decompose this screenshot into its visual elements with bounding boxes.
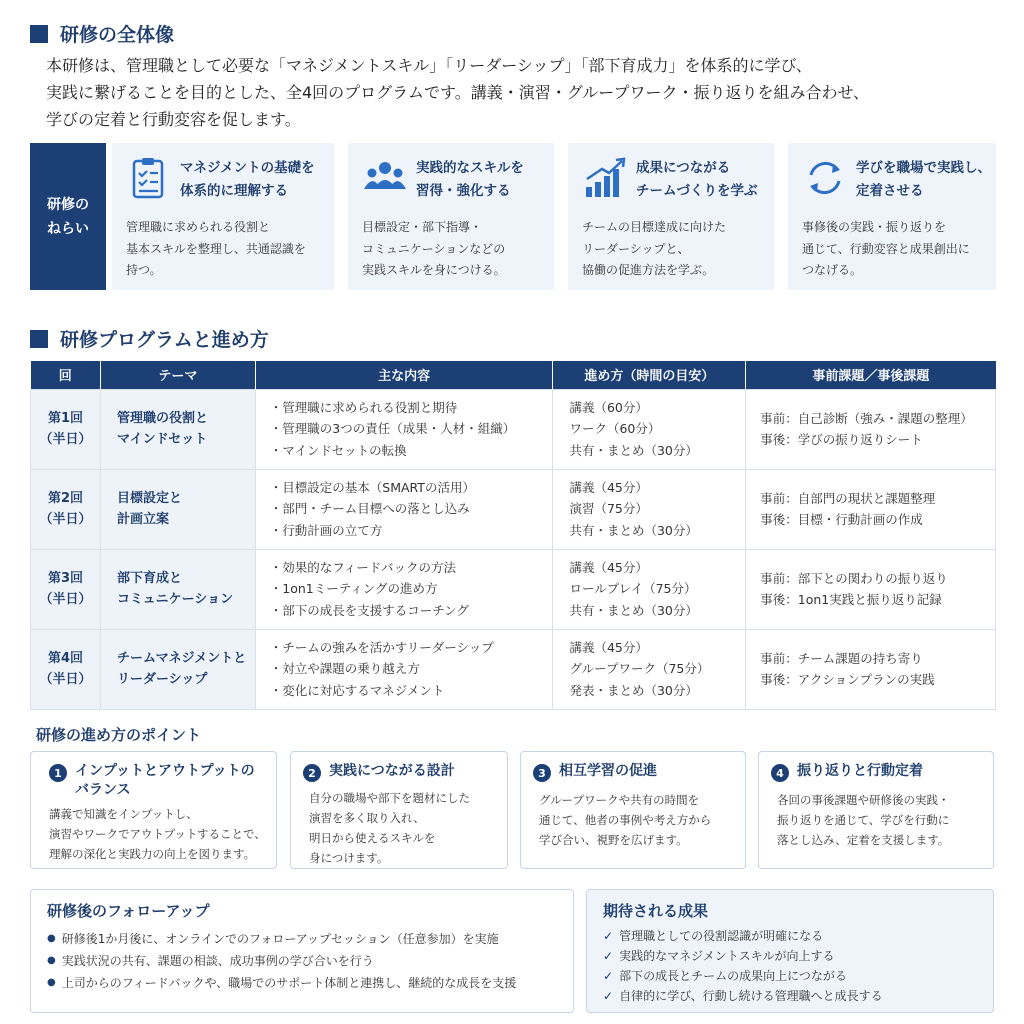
outcome-item-text: 部下の成長とチームの成果向上につながる: [619, 969, 847, 983]
intro-line: 実践に繋げることを目的とした、全4回のプログラムです。講義・演習・グループワーク・振り返りを組み合わせ、: [46, 83, 869, 102]
point-desc-line: 明日から使えるスキルを: [309, 831, 436, 845]
method-cell: [553, 549, 746, 629]
header-method: 進め方（時間の目安）: [553, 361, 746, 389]
method-line: ワーク（60分）: [569, 421, 661, 437]
aim-title-line: チームづくりを学ぶ: [636, 183, 758, 199]
point-desc-line: 学び合い、視野を広げます。: [539, 833, 688, 847]
aim-desc: [126, 217, 306, 282]
point-header: [533, 762, 657, 782]
point-desc-line: 演習を多く取り入れ、: [309, 811, 425, 825]
aims-panel: [30, 143, 996, 290]
header-round: 回: [31, 361, 101, 389]
method-line: 共有・まとめ（30分）: [569, 442, 698, 458]
task-line: 事前：チーム課題の持ち寄り: [760, 650, 923, 666]
intro-line: 学びの定着と行動変容を促します。: [46, 110, 301, 129]
theme-cell: [100, 389, 255, 469]
list-item: [603, 946, 883, 966]
round-line: 第4回: [47, 650, 83, 666]
checkmark-icon: ✓: [603, 969, 614, 983]
method-cell: [553, 629, 746, 709]
content-line: ・管理職の3つの責任（成果・人材・組織）: [269, 421, 516, 437]
aim-desc-line: 協働の促進方法を学ぶ。: [582, 263, 715, 277]
checkmark-icon: ✓: [603, 989, 614, 1003]
content-line: ・チームの強みを活かすリーダーシップ: [269, 639, 494, 655]
list-item: [47, 972, 516, 994]
method-cell: [553, 389, 746, 469]
aim-desc-line: 目標設定・部下指導・: [362, 220, 483, 234]
table-header-row: [31, 361, 996, 389]
point-desc: [777, 790, 950, 850]
aims-label-line: ねらい: [47, 220, 89, 237]
round-line: （半日）: [39, 592, 92, 607]
aim-card: [112, 143, 334, 290]
overview-title-text: 研修の全体像: [60, 24, 175, 46]
method-line: 共有・まとめ（30分）: [569, 602, 698, 618]
outcome-item-text: 管理職としての役割認識が明確になる: [619, 929, 824, 943]
outcomes-box: [586, 889, 994, 1013]
point-desc-line: 演習やワークでアウトプットすることで、: [49, 827, 266, 841]
aim-title-line: マネジメントの基礎を: [180, 160, 315, 176]
aim-desc-line: チームの目標達成に向けた: [582, 220, 727, 234]
round-cell: [31, 629, 101, 709]
point-desc-line: 通じて、他者の事例や考え方から: [539, 813, 712, 827]
point-desc: [539, 790, 711, 850]
followup-item-text: 実践状況の共有、課題の相談、成功事例の学び合いを行う: [61, 954, 374, 968]
aim-desc: [362, 217, 506, 282]
theme-line: 目標設定と: [116, 490, 182, 506]
round-cell: [31, 549, 101, 629]
task-line: 事後：アクションプランの実践: [760, 672, 935, 687]
aim-title-line: 体系的に理解する: [180, 183, 288, 199]
content-cell: [255, 469, 553, 549]
point-card: [520, 751, 746, 869]
content-cell: [255, 629, 553, 709]
round-cell: [31, 389, 101, 469]
point-desc-line: 落とし込み、定着を支援します。: [777, 833, 950, 847]
outcome-item-text: 自律的に学び、行動し続ける管理職へと成長する: [619, 989, 883, 1003]
content-line: ・マインドセットの転換: [269, 442, 407, 458]
aim-title-line: 習得・強化する: [416, 183, 511, 199]
team-people-icon: [362, 155, 408, 201]
point-desc: [309, 788, 470, 868]
task-line: 事前：自部門の現状と課題整理: [760, 490, 936, 506]
aim-desc-line: 持つ。: [126, 263, 162, 277]
method-line: グループワーク（75分）: [569, 661, 710, 677]
method-line: 講義（45分）: [569, 639, 648, 655]
point-title: [329, 762, 455, 781]
aim-desc-line: 基本スキルを整理し、共通認識を: [126, 241, 306, 256]
task-cell: [746, 469, 996, 549]
intro-paragraph: [46, 52, 1006, 133]
section-title-overview: [30, 20, 174, 47]
aim-desc-line: 事修後の実践・振り返りを: [802, 220, 947, 234]
bullet-icon: ●: [47, 977, 56, 988]
content-cell: [255, 389, 553, 469]
number-badge-icon: 3: [533, 764, 551, 782]
task-line: 事前：自己診断（強み・課題の整理）: [760, 410, 973, 426]
table-row: [31, 469, 996, 549]
theme-cell: [100, 549, 255, 629]
number-badge-icon: 2: [303, 764, 321, 782]
aim-title-line: 実践的なスキルを: [416, 160, 524, 176]
point-header: [49, 762, 255, 800]
section-title-program: [30, 325, 269, 352]
outcomes-list: [603, 926, 883, 1006]
point-desc-line: グループワークや共有の時間を: [539, 793, 700, 807]
point-header: [771, 762, 923, 782]
aim-desc-line: リーダーシップと、: [582, 241, 690, 256]
aim-desc-line: 管理職に求められる役割と: [126, 220, 271, 234]
theme-line: マインドセット: [116, 432, 208, 447]
section-square-icon: [30, 25, 48, 43]
header-task: 事前課題／事後課題: [746, 361, 996, 389]
method-line: 講義（60分）: [569, 399, 648, 415]
theme-line: 部下育成と: [116, 570, 182, 586]
program-table: [30, 361, 996, 710]
point-title: [797, 762, 923, 781]
content-line: ・変化に対応するマネジメント: [269, 682, 445, 698]
aims-label-line: 研修の: [47, 196, 89, 213]
aim-card: [568, 143, 774, 290]
content-line: ・管理職に求められる役割と期待: [269, 399, 458, 415]
point-title: [75, 762, 255, 800]
point-title-line: バランス: [75, 782, 131, 798]
list-item: [603, 926, 883, 946]
header-content: 主な内容: [255, 361, 553, 389]
content-line: ・目標設定の基本（SMARTの活用）: [269, 479, 475, 495]
growth-chart-icon: [582, 155, 628, 201]
checkmark-icon: ✓: [603, 929, 614, 943]
table-row: [31, 389, 996, 469]
outcomes-title: 期待される成果: [603, 902, 709, 920]
points-title: 研修の進め方のポイント: [36, 726, 202, 744]
aim-desc-line: つなげる。: [802, 263, 863, 277]
aims-label: [30, 143, 106, 290]
list-item: [47, 928, 516, 950]
aim-title-line: 成果につながる: [636, 160, 731, 176]
theme-line: 管理職の役割と: [116, 410, 208, 426]
method-line: 演習（75分）: [569, 501, 648, 517]
followup-box: [30, 889, 574, 1013]
point-title-line: 振り返りと行動定着: [797, 763, 923, 779]
round-line: （半日）: [39, 512, 92, 527]
aim-title-line: 学びを職場で実践し、: [856, 160, 991, 176]
program-title-text: 研修プログラムと進め方: [60, 329, 269, 351]
method-cell: [553, 469, 746, 549]
point-desc-line: 講義で知識をインプットし、: [49, 807, 198, 821]
method-line: 発表・まとめ（30分）: [569, 682, 698, 698]
aim-desc-line: 通じて、行動変容と成果創出に: [802, 241, 970, 256]
method-line: 共有・まとめ（30分）: [569, 522, 698, 538]
theme-line: コミュニケーション: [116, 592, 234, 607]
theme-cell: [100, 629, 255, 709]
bullet-icon: ●: [47, 955, 56, 966]
method-line: 講義（45分）: [569, 479, 648, 495]
number-badge-icon: 4: [771, 764, 789, 782]
content-line: ・部下の成長を支援するコーチング: [269, 602, 469, 618]
point-desc-line: 身につけます。: [309, 851, 389, 865]
aim-card: [788, 143, 996, 290]
aim-title: [636, 157, 758, 203]
point-title-line: 相互学習の促進: [559, 763, 657, 779]
point-card: [30, 751, 277, 869]
checkmark-icon: ✓: [603, 949, 614, 963]
content-line: ・効果的なフィードバックの方法: [269, 559, 457, 575]
bullet-icon: ●: [47, 933, 56, 944]
followup-item-text: 上司からのフィードバックや、職場でのサポート体制と連携し、継続的な成長を支援: [61, 976, 517, 990]
theme-cell: [100, 469, 255, 549]
aim-title: [416, 157, 524, 203]
task-line: 事後：1on1実践と振り返り記録: [760, 592, 942, 607]
followup-list: [47, 928, 516, 994]
point-card: [758, 751, 994, 869]
point-desc-line: 理解の深化と実践力の向上を図ります。: [49, 847, 256, 861]
aim-title-line: 定着させる: [856, 183, 924, 199]
refresh-cycle-icon: [802, 155, 848, 201]
aim-desc: [802, 217, 970, 282]
round-line: 第3回: [47, 570, 83, 586]
section-square-icon: [30, 330, 48, 348]
number-badge-icon: 1: [49, 764, 67, 782]
outcome-item-text: 実践的なマネジメントスキルが向上する: [619, 949, 835, 963]
method-line: ロールプレイ（75分）: [569, 581, 697, 597]
point-desc: [49, 804, 266, 864]
table-row: [31, 549, 996, 629]
task-line: 事前：部下との関わりの振り返り: [760, 570, 948, 586]
content-cell: [255, 549, 553, 629]
round-line: （半日）: [39, 672, 92, 687]
point-header: [303, 762, 455, 782]
point-desc-line: 自分の職場や部下を題材にした: [309, 791, 470, 805]
round-cell: [31, 469, 101, 549]
list-item: [603, 986, 883, 1006]
point-desc-line: 各回の事後課題や研修後の実践・: [777, 793, 950, 807]
header-theme: テーマ: [100, 361, 255, 389]
theme-line: チームマネジメントと: [116, 650, 247, 666]
clipboard-checklist-icon: [126, 155, 172, 201]
method-line: 講義（45分）: [569, 559, 648, 575]
point-desc-line: 振り返りを通じて、学びを行動に: [777, 813, 950, 827]
aim-desc: [582, 217, 726, 282]
round-line: 第2回: [47, 490, 83, 506]
task-line: 事後：学びの振り返りシート: [760, 432, 923, 447]
task-cell: [746, 629, 996, 709]
content-line: ・行動計画の立て方: [269, 522, 383, 538]
list-item: [603, 966, 883, 986]
content-line: ・部門・チーム目標への落とし込み: [269, 501, 470, 517]
table-row: [31, 629, 996, 709]
point-card: [290, 751, 508, 869]
content-line: ・対立や課題の乗り越え方: [269, 661, 420, 677]
round-line: （半日）: [39, 432, 92, 447]
point-title-line: 実践につながる設計: [329, 763, 455, 779]
aim-title: [856, 157, 991, 203]
list-item: [47, 950, 516, 972]
round-line: 第1回: [47, 410, 83, 426]
theme-line: 計画立案: [116, 512, 169, 527]
point-title: [559, 762, 657, 781]
task-cell: [746, 389, 996, 469]
content-line: ・1on1ミーティングの進め方: [269, 581, 438, 597]
theme-line: リーダーシップ: [116, 672, 208, 687]
point-title-line: インプットとアウトプットの: [75, 763, 255, 779]
followup-item-text: 研修後1か月後に、オンラインでのフォローアップセッション（任意参加）を実施: [61, 932, 499, 946]
task-cell: [746, 549, 996, 629]
aim-desc-line: コミュニケーションなどの: [362, 241, 506, 256]
aim-card: [348, 143, 554, 290]
aim-title: [180, 157, 315, 203]
intro-line: 本研修は、管理職として必要な「マネジメントスキル」「リーダーシップ」「部下育成力」を体系的に学び、: [46, 56, 812, 75]
task-line: 事後：目標・行動計画の作成: [760, 512, 923, 527]
aim-desc-line: 実践スキルを身につける。: [362, 263, 506, 277]
followup-title: 研修後のフォローアップ: [47, 902, 210, 920]
